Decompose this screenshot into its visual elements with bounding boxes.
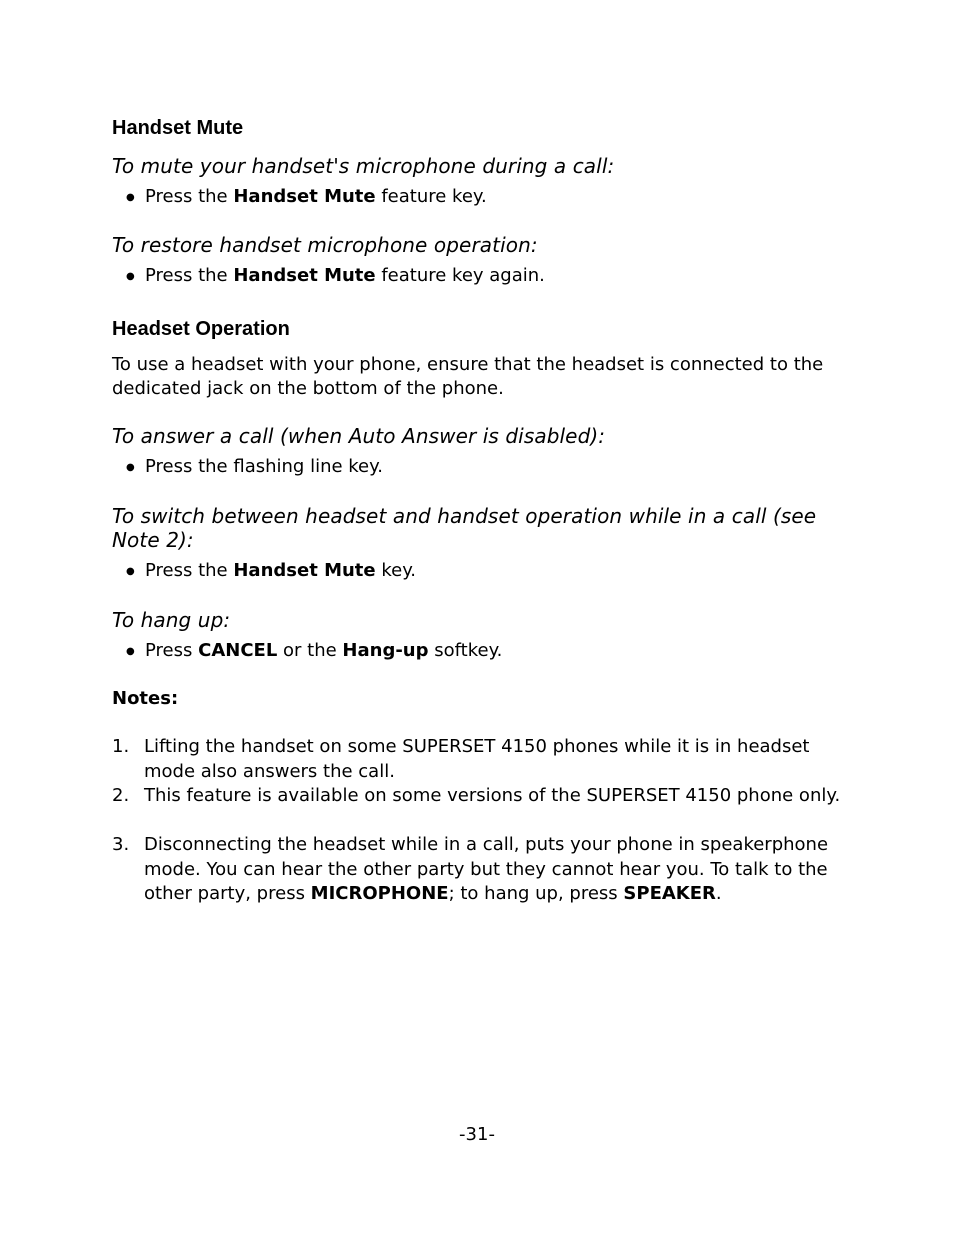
note-item: 3. Disconnecting the headset while in a call, puts your phone in speakerphone mode. You can hear the other party but they cannot hear you. To talk to the other party, press MICROPHONE; to hang up, press SPEAKER. (112, 834, 829, 904)
bullet-icon: ● (126, 271, 135, 282)
answer-instruction: To answer a call (when Auto Answer is disabled): (112, 424, 606, 448)
note-item: 2. This feature is available on some versions of the SUPERSET 4150 phone only. (112, 785, 841, 806)
hangup-instruction: To hang up: (112, 608, 231, 632)
bullet-icon: ● (126, 192, 135, 203)
list-item: ● Press the Handset Mute key. (126, 559, 416, 584)
list-item: ● Press the Handset Mute feature key again. (126, 264, 545, 289)
bullet-icon: ● (126, 566, 135, 577)
list-item: ● Press the Handset Mute feature key. (126, 185, 487, 210)
list-item: ● Press the flashing line key. (126, 455, 383, 480)
bullet-icon: ● (126, 646, 135, 657)
notes-heading: Notes: (112, 688, 179, 709)
mute-instruction: To mute your handset's microphone during a call: (112, 154, 615, 178)
page-number: -31- (459, 1124, 495, 1145)
headset-intro: To use a headset with your phone, ensure that the headset is connected to the dedicated jack on the bottom of the phone. (112, 354, 824, 399)
restore-instruction: To restore handset microphone operation: (112, 233, 538, 257)
bullet-icon: ● (126, 462, 135, 473)
note-item: 1. Lifting the handset on some SUPERSET 4150 phones while it is in headset mode also answers the call. (112, 736, 810, 782)
switch-instruction: To switch between headset and handset operation while in a call (see Note 2): (112, 504, 817, 552)
handset-mute-heading: Handset Mute (112, 117, 244, 139)
headset-operation-heading: Headset Operation (112, 318, 290, 340)
list-item: ● Press CANCEL or the Hang-up softkey. (126, 639, 502, 664)
